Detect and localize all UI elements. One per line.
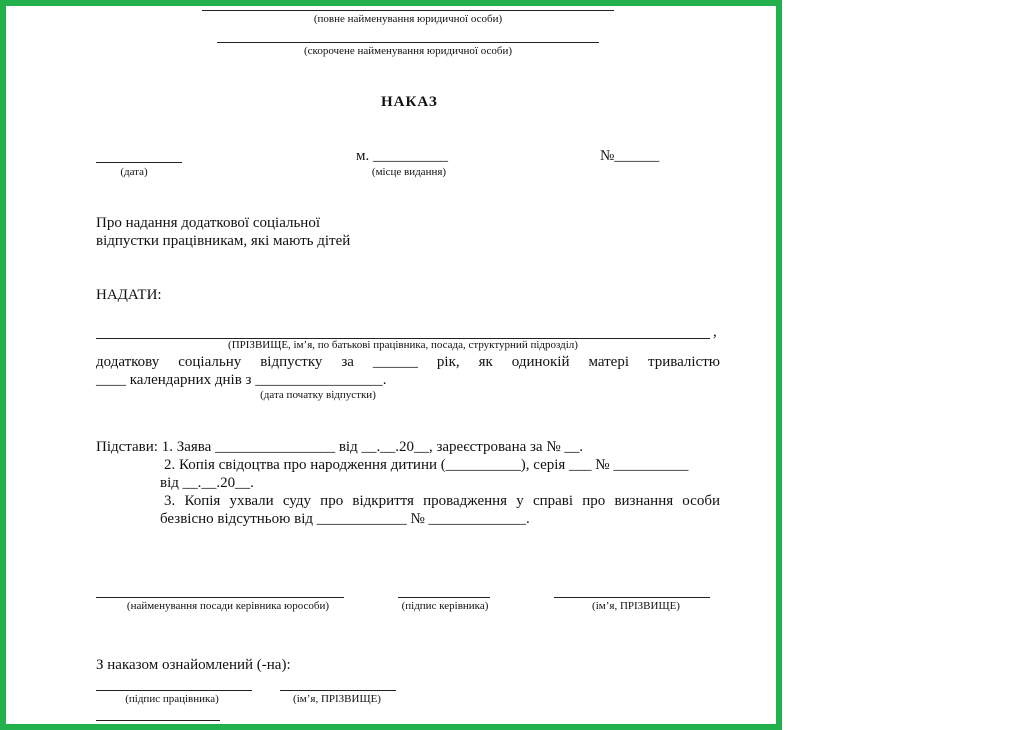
ground-item-2-line-2: від __.__.20__. [160,475,254,491]
date-line [96,162,182,163]
subject-line-2: відпустки працівникам, які мають дітей [96,233,351,249]
acknowledgement-label: З наказом ознайомлений (-на): [96,657,291,673]
director-name-line [554,597,710,598]
start-date-caption: (дата початку відпустки) [260,389,376,401]
ground-item-3-line-1: 3. Копія ухвали суду про відкриття провадження у справі про визнання особи [164,493,720,509]
employee-name-line [280,690,396,691]
full-name-line [202,10,614,11]
document-title: НАКАЗ [381,94,438,110]
ground-item-2-line-1: 2. Копія свідоцтва про народження дитини (__________), серія ___ № __________ [164,457,689,473]
date-caption: (дата) [120,166,148,178]
short-name-caption: (скорочене найменування юридичної особи) [304,45,512,57]
acknowledgement-date-line [96,720,220,721]
director-signature-caption: (підпис керівника) [401,600,489,612]
leave-sentence-line-1: додаткову соціальну відпустку за ______ рік, як одинокій матері тривалістю [96,354,720,370]
director-signature-line [398,597,490,598]
employee-signature-caption: (підпис працівника) [125,693,219,705]
employee-name-caption: (ім’я, ПРІЗВИЩЕ) [293,693,381,705]
subject-line-1: Про надання додаткової соціальної [96,215,321,231]
employee-caption: (ПРІЗВИЩЕ, ім’я, по батькові працівника, посада, структурний підрозділ) [228,339,578,351]
employee-trailing-comma: , [713,324,717,340]
director-name-caption: (ім’я, ПРІЗВИЩЕ) [592,600,680,612]
ground-item-3-line-2: безвісно відсутньою від ____________ № _____________. [160,511,530,527]
place-caption: (місце видання) [371,166,447,178]
director-position-caption: (найменування посади керівника юрособи) [126,600,330,612]
full-name-caption: (повне найменування юридичної особи) [313,13,503,25]
employee-signature-line [96,690,252,691]
short-name-line [217,42,599,43]
leave-sentence-line-2: ____ календарних днів з _________________. [96,372,387,388]
city-field: м. __________ [356,148,448,164]
order-number-field: №______ [600,148,660,164]
director-position-line [96,597,344,598]
ground-item-1: Підстави: 1. Заява ________________ від __.__.20__, зареєстрована за № __. [96,439,584,455]
grant-label: НАДАТИ: [96,287,162,303]
